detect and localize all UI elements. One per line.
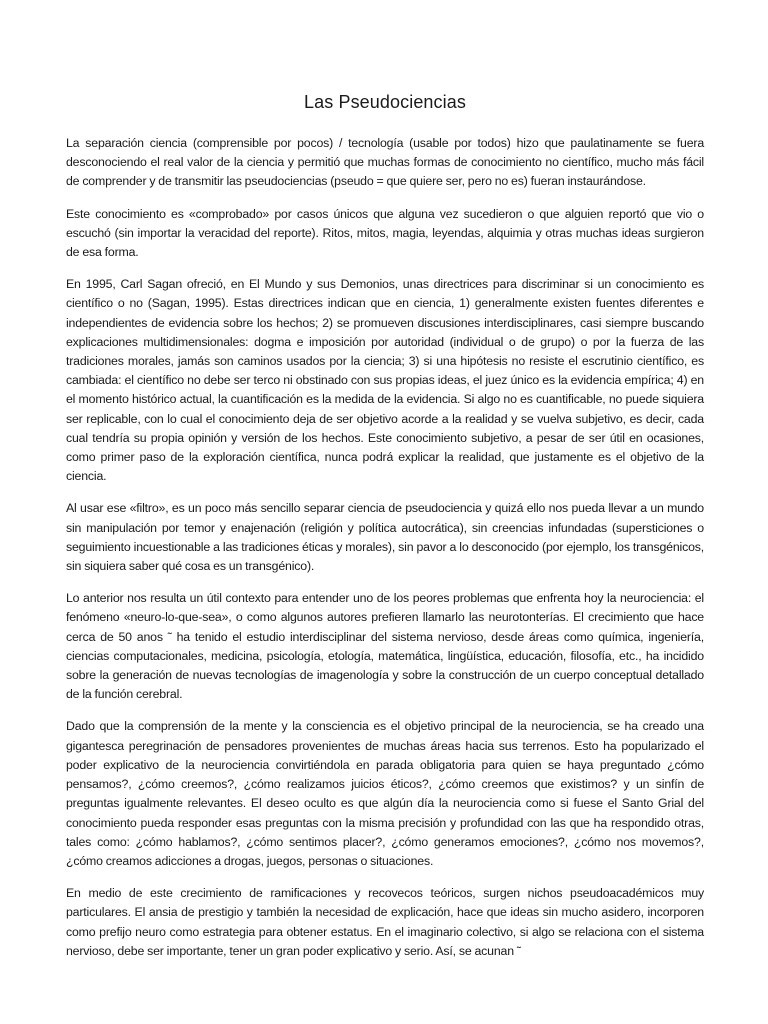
- document-title: Las Pseudociencias: [304, 92, 466, 112]
- paragraph-3: En 1995, Carl Sagan ofreció, en El Mundo y sus Demonios, unas directrices para discriminar si un conocimiento es científico o no (Sagan, 1995). Estas directrices indican que en ciencia, 1) generalmente existen fuentes diferentes e independientes de evidencia sobre los hechos; 2) se promueven discusiones interdisciplinares, casi siempre buscando explicaciones multidimensionales: dogma e imposición por autoridad (individual o de grupo) o por la fuerza de las tradiciones morales, jamás son caminos usados por la ciencia; 3) si una hipótesis no resiste el escrutinio científico, es cambiada: el científico no debe ser terco ni obstinado con sus propias ideas, el juez único es la evidencia empírica; 4) en el momento histórico actual, la cuantificación es la medida de la evidencia. Si algo no es cuantificable, no puede siquiera ser replicable, con lo cual el conocimiento deja de ser objetivo acorde a la realidad y se vuelva subjetivo, es decir, cada cual tendría su propia opinión y versión de los hechos. Este conocimiento subjetivo, a pesar de ser útil en ocasiones, como primer paso de la exploración científica, nunca podrá explicar la realidad, que justamente es el objetivo de la ciencia.: [66, 277, 704, 484]
- paragraph-7: En medio de este crecimiento de ramificaciones y recovecos teóricos, surgen nichos pseudoacadémicos muy particulares. El ansia de prestigio y también la necesidad de explicación, hace que ideas sin mucho asidero, incorporen como prefijo neuro como estrategia para obtener estatus. En el imaginario colectivo, si algo se relaciona con el sistema nervioso, debe ser importante, tener un gran poder explicativo y serio. Así, se acunan ˜: [66, 886, 704, 958]
- paragraph-6: Dado que la comprensión de la mente y la consciencia es el objetivo principal de la neurociencia, se ha creado una gigantesca peregrinación de pensadores provenientes de muchas áreas hacia sus terrenos. Esto ha popularizado el poder explicativo de la neurociencia convirtiéndola en parada obligatoria para quien se haya preguntado ¿cómo pensamos?, ¿cómo creemos?, ¿cómo realizamos juicios éticos?, ¿cómo creemos que existimos? y un sinfín de preguntas igualmente relevantes. El deseo oculto es que algún día la neurociencia como si fuese el Santo Grial del conocimiento pueda responder esas preguntas con la misma precisión y profundidad con las que ha respondido otras, tales como: ¿cómo hablamos?, ¿cómo sentimos placer?, ¿cómo generamos emociones?, ¿cómo nos movemos?, ¿cómo creamos adicciones a drogas, juegos, personas o situaciones.: [66, 719, 704, 868]
- paragraph-5: Lo anterior nos resulta un útil contexto para entender uno de los peores problemas que enfrenta hoy la neurociencia: el fenómeno «neuro-lo-que-sea», o como algunos autores prefieren llamarlo las neurotonterías. El crecimiento que hace cerca de 50 anos ˜ ha tenido el estudio interdisciplinar del sistema nervioso, desde áreas como química, ingeniería, ciencias computacionales, medicina, psicología, etología, matemática, lingüística, educación, filosofía, etc., ha incidido sobre la generación de nuevas tecnologías de imagenología y sobre la construcción de un cuerpo conceptual detallado de la función cerebral.: [66, 591, 704, 702]
- paragraph-2: Este conocimiento es «comprobado» por casos únicos que alguna vez sucedieron o que alguien reportó que vio o escuchó (sin importar la veracidad del reporte). Ritos, mitos, magia, leyendas, alquimia y otras muchas ideas surgieron de esa forma.: [66, 206, 704, 260]
- paragraph-1: La separación ciencia (comprensible por pocos) / tecnología (usable por todos) hizo que paulatinamente se fuera desconociendo el real valor de la ciencia y permitió que muchas formas de conocimiento no científico, mucho más fácil de comprender y de transmitir las pseudociencias (pseudo = que quiere ser, pero no es) fueran instaurándose.: [66, 136, 704, 189]
- paragraph-4: Al usar ese «filtro», es un poco más sencillo separar ciencia de pseudociencia y quizá ello nos pueda llevar a un mundo sin manipulación por temor y enajenación (religión y política autocrática), sin creencias infundadas (supersticiones o seguimiento incuestionable a las tradiciones éticas y morales), sin pavor a lo desconocido (por ejemplo, los transgénicos, sin siquiera saber qué cosa es un transgénico).: [66, 501, 704, 574]
